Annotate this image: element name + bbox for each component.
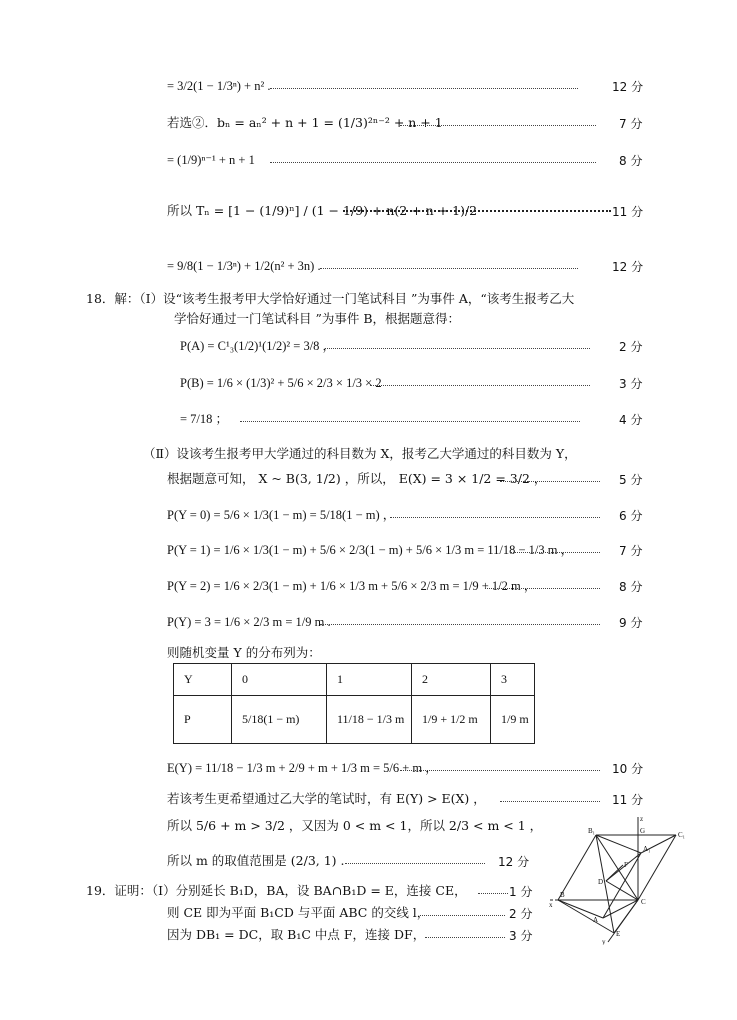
score-label: 12 分 [612,260,644,274]
leader-dots [320,624,600,625]
leader-dots [240,421,580,422]
table-cell: 5/18(1 − m) [232,696,327,744]
distribution-table [173,663,535,744]
score-label: 10 分 [612,762,644,776]
figure-label: C [641,898,646,906]
figure-label: x [549,901,553,909]
line-8: P(A) = C¹₃(1/2)¹(1/2)² = 3/8 ， [180,339,336,353]
figure-label: B₁ [588,827,596,835]
leader-dots [400,770,600,771]
leader-dots [500,801,600,802]
line-7: 学恰好通过一门笔试科目 ”为事件 B，根据题意得： [174,311,461,326]
line-3: = (1/9)ⁿ⁻¹ + n + 1 [167,153,255,167]
table-cell: 1/9 + 1/2 m [412,696,491,744]
prism-figure [548,815,698,945]
line-14: P(Y = 1) = 1/6 × 1/3(1 − m) + 5/6 × 2/3(1 − m) + 5/6 × 1/3 m = 11/18 − 1/3 m ， [167,543,574,557]
line-4: 所以 Tₙ = [1 − (1/9)ⁿ] / (1 − 1/9) + n(2 + n + 1)/2 [167,203,478,218]
score-label: 5 分 [619,473,643,487]
table-cell: 3 [491,664,535,696]
table-cell: 11/18 − 1/3 m [327,696,412,744]
score-label: 7 分 [619,544,643,558]
leader-dots [485,588,600,589]
line-24: 因为 DB₁ = DC，取 B₁C 中点 F，连接 DF， [167,927,426,942]
line-18: E(Y) = 11/18 − 1/3 m + 2/9 + m + 1/3 m = 5/6 + m ， [167,761,438,775]
table-cell: 0 [232,664,327,696]
leader-dots [345,863,485,864]
table-row [174,696,535,744]
table-cell: 2 [412,664,491,696]
score-label: 3 分 [619,377,643,391]
problem-19-heading: 19．证明：（Ⅰ）分别延长 B₁D，BA，设 BA∩B₁D = E，连接 CE， [86,883,467,898]
leader-dots [270,88,578,89]
table-cell: 1/9 m [491,696,535,744]
line-2: 若选②．bₙ = aₙ² + n + 1 = (1/3)²ⁿ⁻² + n + 1 [167,115,443,130]
score-label: 4 分 [619,413,643,427]
figure-label: y [602,938,606,945]
leader-dots [510,552,600,553]
table-cell: P [174,696,232,744]
score-label: 2 分 [619,340,643,354]
figure-label: D [598,878,604,886]
table-cell: Y [174,664,232,696]
leader-dots [420,915,505,916]
figure-label: A₁ [643,845,651,853]
leader-dots [370,385,590,386]
line-11: （Ⅱ）设该考生报考甲大学通过的科目数为 X，报考乙大学通过的科目数为 Y， [143,446,577,461]
figure-label: F [624,861,628,869]
table-header-row [174,664,535,696]
line-12: 根据题意可知， X ~ B(3, 1/2) ，所以， E(X) = 3 × 1/2 = 3/2 ， [167,471,547,486]
score-label: 2 分 [509,907,533,921]
line-1: = 3/2(1 − 1/3ⁿ) + n² . [167,79,271,93]
score-label: 9 分 [619,616,643,630]
score-label: 11 分 [612,205,644,219]
figure-label: G [640,827,646,835]
leader-dots [425,937,505,938]
score-label: 12 分 [498,855,530,869]
score-label: 6 分 [619,509,643,523]
line-9: P(B) = 1/6 × (1/3)² + 5/6 × 2/3 × 1/3 × 2 [180,376,382,390]
score-label: 12 分 [612,80,644,94]
line-16: P(Y) = 3 = 1/6 × 2/3 m = 1/9 m . [167,615,331,629]
leader-dots [478,893,508,894]
line-13: P(Y = 0) = 5/6 × 1/3(1 − m) = 5/18(1 − m) ， [167,508,396,522]
line-21: 所以 m 的取值范围是 (2/3, 1) . [167,853,345,868]
score-label: 11 分 [612,793,644,807]
score-label: 8 分 [619,154,643,168]
line-17: 则随机变量 Y 的分布列为： [167,645,321,660]
table-cell: 1 [327,664,412,696]
figure-label: B [560,891,565,899]
line-20: 所以 5/6 + m > 3/2 ，又因为 0 < m < 1，所以 2/3 < m < 1 ， [167,818,543,833]
leader-dots [270,162,596,163]
figure-label: z [640,815,644,823]
score-label: 1 分 [509,885,533,899]
score-label: 8 分 [619,580,643,594]
figure-label: A [593,916,599,924]
line-15: P(Y = 2) = 1/6 × 2/3(1 − m) + 1/6 × 1/3 m + 5/6 × 2/3 m = 1/9 + 1/2 m ， [167,579,537,593]
leader-dots [390,517,600,518]
leader-dots [400,125,596,126]
leader-dots [500,481,600,482]
score-label: 7 分 [619,117,643,131]
problem-18-heading: 18．解：（Ⅰ）设“该考生报考甲大学恰好通过一门笔试科目 ”为事件 A，“该考生报考乙大 [86,291,575,306]
line-19: 若该考生更希望通过乙大学的笔试时，有 E(Y) > E(X) ， [167,791,486,806]
line-10: = 7/18 ； [180,412,229,426]
figure-label: E [616,930,621,938]
score-label: 3 分 [509,929,533,943]
line-5: = 9/8(1 − 1/3ⁿ) + 1/2(n² + 3n) . [167,259,321,273]
leader-dots [325,348,590,349]
leader-dots [343,210,611,212]
figure-label: C₁ [678,831,686,839]
line-23: 则 CE 即为平面 B₁CD 与平面 ABC 的交线 l， [167,905,430,920]
leader-dots [320,268,578,269]
